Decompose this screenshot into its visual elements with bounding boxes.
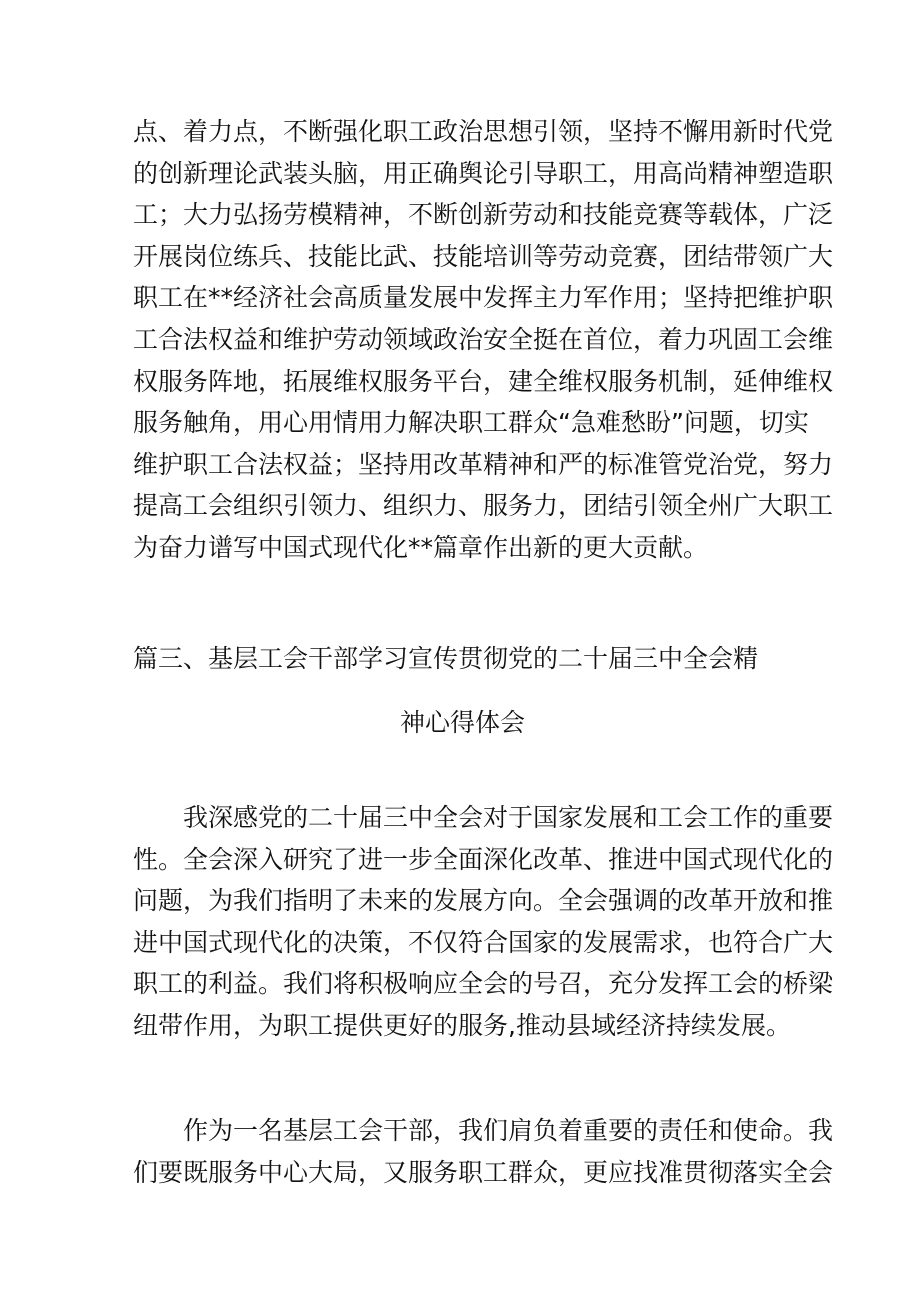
text-line: 职工的利益。我们将积极响应全会的号召，充分发挥工会的桥梁 (133, 969, 834, 999)
text-line: 维护职工合法权益；坚持用改革精神和严的标准管党治党，努力 (133, 449, 834, 479)
paragraph (133, 1110, 834, 1193)
text-line: 们要既服务中心大局，又服务职工群众，更应找准贯彻落实全会 (133, 1157, 834, 1187)
text-line: 性。全会深入研究了进一步全面深化改革、推进中国式现代化的 (133, 844, 834, 874)
text-line: 问题，为我们指明了未来的发展方向。全会强调的改革开放和推 (133, 886, 834, 916)
heading-line-2: 神心得体会 (400, 707, 526, 737)
text-line: 权服务阵地，拓展维权服务平台，建全维权服务机制，延伸维权 (133, 366, 834, 396)
text-line: 点、着力点，不断强化职工政治思想引领，坚持不懈用新时代党 (133, 117, 834, 146)
text-line: 提高工会组织引领力、组织力、服务力，团结引领全州广大职工 (133, 491, 834, 521)
section-heading (133, 638, 798, 743)
text-line: 工合法权益和维护劳动领域政治安全挺在首位，着力巩固工会维 (133, 324, 834, 354)
text-line: 服务触角，用心用情用力解决职工群众“急难愁盼”问题，切实 (133, 408, 809, 438)
text-line: 作为一名基层工会干部，我们肩负着重要的责任和使命。我 (183, 1116, 834, 1145)
heading-line-1: 篇三、基层工会干部学习宣传贯彻党的二十届三中全会精 (133, 644, 759, 673)
paragraph-continued (133, 111, 834, 569)
text-line: 进中国式现代化的决策，不仅符合国家的发展需求，也符合广大 (133, 927, 834, 957)
text-line: 纽带作用，为职工提供更好的服务,推动县域经济持续发展。 (133, 1010, 791, 1040)
text-line: 的创新理论武装头脑，用正确舆论引导职工，用高尚精神塑造职 (133, 158, 834, 188)
text-line: 为奋力谱写中国式现代化**篇章作出新的更大贡献。 (133, 532, 709, 562)
text-line: 职工在**经济社会高质量发展中发挥主力军作用；坚持把维护职 (133, 283, 834, 313)
text-line: 开展岗位练兵、技能比武、技能培训等劳动竞赛，团结带领广大 (133, 241, 834, 271)
text-line: 我深感党的二十届三中全会对于国家发展和工会工作的重要 (183, 803, 834, 832)
paragraph (133, 797, 834, 1047)
text-line: 工；大力弘扬劳模精神，不断创新劳动和技能竞赛等载体，广泛 (133, 200, 834, 230)
